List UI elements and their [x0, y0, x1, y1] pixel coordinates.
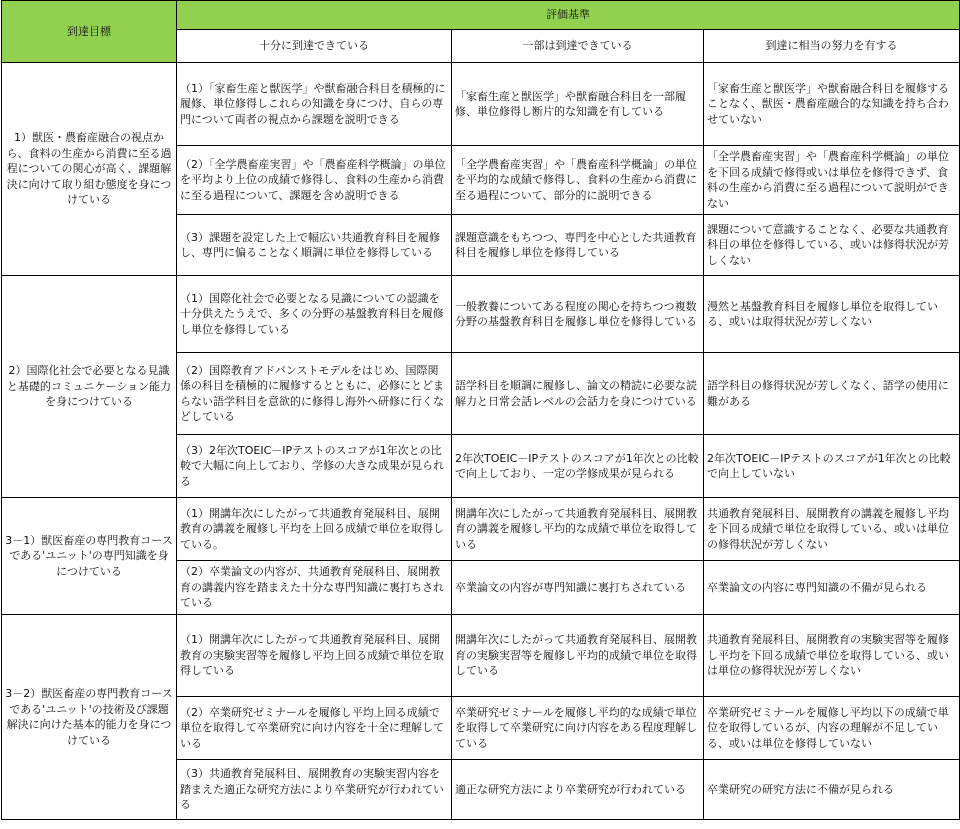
table-row	[2, 276, 960, 353]
criterion-partial: 「全学農畜産実習」や「農畜産科学概論」の単位を平均的な成績で修得し、食料の生産から消費に至る過程について、部分的に説明できる	[452, 146, 704, 215]
criterion-full: （1）「家畜生産と獣医学」や獣畜融合科目を積極的に履修、単位修得しこれらの知識を身につけ、自らの専門について両者の視点から課題を説明できる	[177, 63, 452, 146]
criterion-effort: 卒業研究の研究方法に不備が見られる	[704, 760, 960, 820]
criterion-effort: 共通教育発展科目、展開教育の講義を履修し平均を下回る成績で単位を取得している、或いは単位の修得状況が芳しくない	[704, 498, 960, 561]
criterion-effort: 卒業論文の内容に専門知識の不備が見られる	[704, 561, 960, 615]
criterion-partial: 語学科目を順調に履修し、論文の精読に必要な読解力と日常会話レベルの会話力を身につけている	[452, 353, 704, 435]
level-header-full: 十分に到達できている	[177, 30, 452, 63]
criterion-full: （1）開講年次にしたがって共通教育発展科目、展開教育の講義を履修し平均を上回る成績で単位を取得している。	[177, 498, 452, 561]
criterion-partial: 卒業研究ゼミナールを履修し平均的な成績で単位を取得して卒業研究に向け内容をある程度理解している	[452, 697, 704, 760]
criterion-partial: 適正な研究方法により卒業研究が行われている	[452, 760, 704, 820]
table-row	[2, 615, 960, 697]
criterion-partial: 2年次TOEIC－IPテストのスコアが1年次との比較で向上しており、一定の学修成果が見られる	[452, 435, 704, 498]
goal-column-header: 到達目標	[2, 1, 177, 63]
goal-cell-3-2: 3－2）獣医畜産の専門教育コースである'ユニット'の技術及び課題解決に向けた基本的能力を身につけている	[2, 615, 177, 820]
criterion-effort: 2年次TOEIC－IPテストのスコアが1年次との比較で向上していない	[704, 435, 960, 498]
criterion-effort: 漫然と基盤教育科目を履修し単位を取得している、或いは取得状況が芳しくない	[704, 276, 960, 353]
criterion-partial: 課題意識をもちつつ、専門を中心とした共通教育科目を履修し単位を修得している	[452, 215, 704, 276]
criterion-partial: 「家畜生産と獣医学」や獣畜融合科目を一部履修、単位修得し断片的な知識を有している	[452, 63, 704, 146]
criterion-full: （2）「全学農畜産実習」や「農畜産科学概論」の単位を平均より上位の成績で修得し、食料の生産から消費に至る過程について、課題を含め説明できる	[177, 146, 452, 215]
criterion-full: （2）国際教育アドバンストモデルをはじめ、国際関係の科目を積極的に履修するとともに、必修にとどまらない語学科目を意欲的に修得し海外へ研修に行くなどしている	[177, 353, 452, 435]
criterion-effort: 語学科目の修得状況が芳しくなく、語学の使用に難がある	[704, 353, 960, 435]
evaluation-rubric-table	[1, 0, 960, 820]
criteria-column-header: 評価基準	[177, 1, 960, 30]
table-row	[2, 498, 960, 561]
criterion-full: （1）国際化社会で必要となる見識についての認識を十分供えたうえで、多くの分野の基盤教育科目を履修し単位を修得している	[177, 276, 452, 353]
criterion-effort: 課題について意識することなく、必要な共通教育科目の単位を修得している、或いは修得状況が芳しくない	[704, 215, 960, 276]
criterion-full: （2）卒業論文の内容が、共通教育発展科目、展開教育の講義内容を踏まえた十分な専門知識に裏打ちされている	[177, 561, 452, 615]
header-row-top	[2, 1, 960, 30]
criterion-full: （1）開講年次にしたがって共通教育発展科目、展開教育の実験実習等を履修し平均上回る成績で単位を取得している	[177, 615, 452, 697]
table-row	[2, 63, 960, 146]
criterion-full: （3）2年次TOEIC－IPテストのスコアが1年次との比較で大幅に向上しており、学修の大きな成果が見られる	[177, 435, 452, 498]
criterion-full: （3）課題を設定した上で幅広い共通教育科目を履修し、専門に偏ることなく順調に単位を修得している	[177, 215, 452, 276]
criterion-partial: 卒業論文の内容が専門知識に裏打ちされている	[452, 561, 704, 615]
criterion-effort: 卒業研究ゼミナールを履修し平均以下の成績で単位を取得しているが、内容の理解が不足している、或いは単位を修得していない	[704, 697, 960, 760]
goal-cell-1: 1）獣医・農畜産融合の視点から、食料の生産から消費に至る過程についての関心が高く、課題解決に向けて取り組む態度を身につけている	[2, 63, 177, 276]
table-header	[2, 1, 960, 63]
criterion-partial: 開講年次にしたがって共通教育発展科目、展開教育の実験実習等を履修し平均的成績で単位を取得している	[452, 615, 704, 697]
level-header-effort: 到達に相当の努力を有する	[704, 30, 960, 63]
level-header-partial: 一部は到達できている	[452, 30, 704, 63]
criterion-effort: 共通教育発展科目、展開教育の実験実習等を履修し平均を下回る成績で単位を取得している、或いは単位の修得状況が芳しくない	[704, 615, 960, 697]
criterion-partial: 開講年次にしたがって共通教育発展科目、展開教育の講義を履修し平均的な成績で単位を取得している	[452, 498, 704, 561]
criterion-effort: 「家畜生産と獣医学」や獣畜融合科目を履修することなく、獣医・農畜産融合的な知識を持ち合わせていない	[704, 63, 960, 146]
goal-cell-3-1: 3－1）獣医畜産の専門教育コースである'ユニット'の専門知識を身につけている	[2, 498, 177, 615]
criterion-full: （2）卒業研究ゼミナールを履修し平均上回る成績で単位を取得して卒業研究に向け内容を十全に理解している	[177, 697, 452, 760]
goal-cell-2: 2）国際化社会で必要となる見識と基礎的コミュニケーション能力を身につけている	[2, 276, 177, 498]
criterion-partial: 一般教養についてある程度の関心を持ちつつ複数分野の基盤教育科目を履修し単位を修得している	[452, 276, 704, 353]
table-body	[2, 63, 960, 820]
criterion-full: （3）共通教育発展科目、展開教育の実験実習内容を踏まえた適正な研究方法により卒業研究が行われている	[177, 760, 452, 820]
criterion-effort: 「全学農畜産実習」や「農畜産科学概論」の単位を下回る成績で修得或いは単位を修得できず、食料の生産から消費に至る過程について説明ができない	[704, 146, 960, 215]
